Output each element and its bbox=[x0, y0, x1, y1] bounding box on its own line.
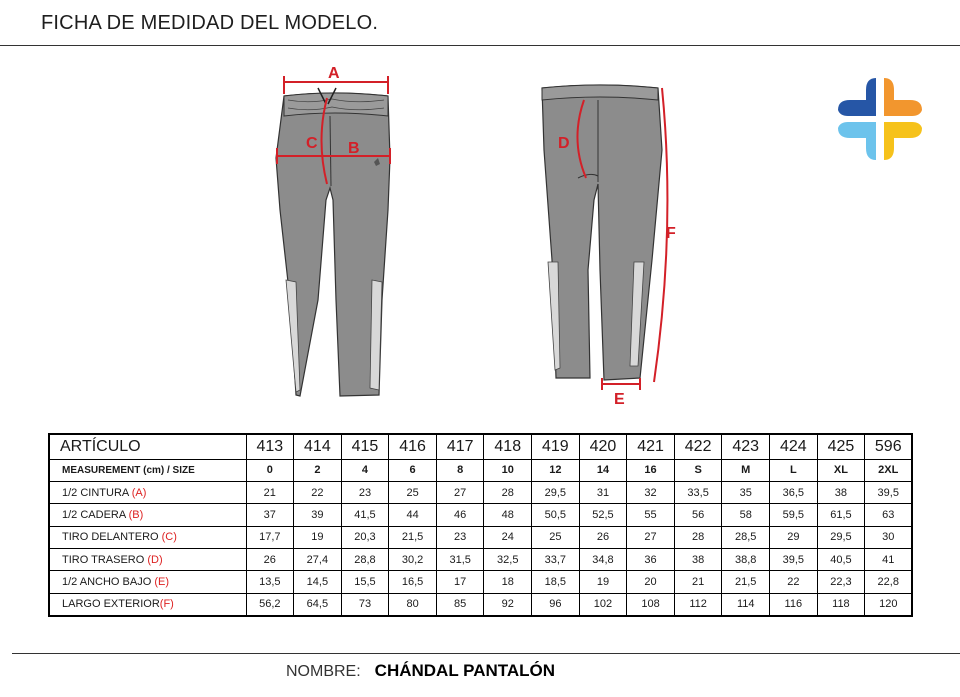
value-cell: 22,8 bbox=[865, 571, 913, 593]
value-cell: 21 bbox=[246, 481, 294, 503]
value-cell: 26 bbox=[579, 526, 627, 548]
size-cell: 6 bbox=[389, 459, 437, 481]
label-a: A bbox=[328, 65, 340, 82]
article-row bbox=[49, 434, 912, 459]
row-label bbox=[49, 593, 246, 616]
row-label-text: 1/2 CADERA bbox=[62, 508, 129, 521]
label-b: B bbox=[348, 140, 360, 157]
value-cell: 28 bbox=[674, 526, 722, 548]
row-code: (E) bbox=[154, 575, 169, 588]
size-cell: M bbox=[722, 459, 770, 481]
value-cell: 112 bbox=[674, 593, 722, 616]
size-cell: 0 bbox=[246, 459, 294, 481]
article-cell: 424 bbox=[770, 434, 818, 459]
footer-divider bbox=[12, 653, 960, 654]
value-cell: 55 bbox=[627, 504, 675, 526]
table-row bbox=[49, 593, 912, 616]
value-cell: 85 bbox=[436, 593, 484, 616]
size-cell: 2 bbox=[294, 459, 342, 481]
row-code: (C) bbox=[161, 531, 177, 544]
value-cell: 35 bbox=[722, 481, 770, 503]
label-e: E bbox=[614, 391, 625, 408]
label-c: C bbox=[306, 135, 318, 152]
value-cell: 61,5 bbox=[817, 504, 865, 526]
article-cell: 421 bbox=[627, 434, 675, 459]
value-cell: 25 bbox=[389, 481, 437, 503]
row-code: (D) bbox=[147, 553, 163, 566]
front-pants-drawing bbox=[276, 88, 390, 396]
value-cell: 73 bbox=[341, 593, 389, 616]
row-label bbox=[49, 548, 246, 570]
value-cell: 58 bbox=[722, 504, 770, 526]
value-cell: 19 bbox=[579, 571, 627, 593]
article-cell: 413 bbox=[246, 434, 294, 459]
value-cell: 56,2 bbox=[246, 593, 294, 616]
row-label-text: 1/2 CINTURA bbox=[62, 486, 132, 499]
size-chart-table bbox=[48, 433, 913, 617]
size-cell: 14 bbox=[579, 459, 627, 481]
value-cell: 31 bbox=[579, 481, 627, 503]
size-cell: 10 bbox=[484, 459, 532, 481]
value-cell: 24 bbox=[484, 526, 532, 548]
value-cell: 33,7 bbox=[532, 548, 580, 570]
value-cell: 30,2 bbox=[389, 548, 437, 570]
value-cell: 38,8 bbox=[722, 548, 770, 570]
table-row bbox=[49, 504, 912, 526]
article-cell: 596 bbox=[865, 434, 913, 459]
value-cell: 92 bbox=[484, 593, 532, 616]
value-cell: 25 bbox=[532, 526, 580, 548]
value-cell: 28,5 bbox=[722, 526, 770, 548]
value-cell: 116 bbox=[770, 593, 818, 616]
value-cell: 21,5 bbox=[722, 571, 770, 593]
article-cell: 415 bbox=[341, 434, 389, 459]
value-cell: 36 bbox=[627, 548, 675, 570]
value-cell: 18,5 bbox=[532, 571, 580, 593]
label-d: D bbox=[558, 135, 570, 152]
table-row bbox=[49, 571, 912, 593]
size-cell: 8 bbox=[436, 459, 484, 481]
value-cell: 27 bbox=[627, 526, 675, 548]
value-cell: 29,5 bbox=[532, 481, 580, 503]
value-cell: 28 bbox=[484, 481, 532, 503]
name-label: NOMBRE: bbox=[286, 663, 361, 680]
size-cell: L bbox=[770, 459, 818, 481]
value-cell: 21 bbox=[674, 571, 722, 593]
value-cell: 27 bbox=[436, 481, 484, 503]
size-cell: 4 bbox=[341, 459, 389, 481]
row-label-text: LARGO EXTERIOR bbox=[62, 598, 160, 611]
value-cell: 22 bbox=[770, 571, 818, 593]
value-cell: 44 bbox=[389, 504, 437, 526]
table-row bbox=[49, 481, 912, 503]
size-row bbox=[49, 459, 912, 481]
value-cell: 56 bbox=[674, 504, 722, 526]
value-cell: 46 bbox=[436, 504, 484, 526]
size-cell: XL bbox=[817, 459, 865, 481]
article-cell: 418 bbox=[484, 434, 532, 459]
value-cell: 34,8 bbox=[579, 548, 627, 570]
article-cell: 420 bbox=[579, 434, 627, 459]
value-cell: 23 bbox=[436, 526, 484, 548]
value-cell: 18 bbox=[484, 571, 532, 593]
value-cell: 17 bbox=[436, 571, 484, 593]
measurement-rows bbox=[49, 481, 912, 616]
value-cell: 63 bbox=[865, 504, 913, 526]
article-cell: 414 bbox=[294, 434, 342, 459]
row-label bbox=[49, 504, 246, 526]
article-cell: 423 bbox=[722, 434, 770, 459]
value-cell: 31,5 bbox=[436, 548, 484, 570]
article-cell: 416 bbox=[389, 434, 437, 459]
table-row bbox=[49, 548, 912, 570]
row-label bbox=[49, 481, 246, 503]
size-cell: S bbox=[674, 459, 722, 481]
value-cell: 32 bbox=[627, 481, 675, 503]
row-code: (F) bbox=[159, 598, 174, 611]
value-cell: 39 bbox=[294, 504, 342, 526]
label-f: F bbox=[666, 225, 676, 242]
value-cell: 96 bbox=[532, 593, 580, 616]
row-label-text: TIRO DELANTERO bbox=[62, 531, 162, 544]
value-cell: 64,5 bbox=[294, 593, 342, 616]
row-label bbox=[49, 571, 246, 593]
value-cell: 108 bbox=[627, 593, 675, 616]
row-label bbox=[49, 526, 246, 548]
value-cell: 29,5 bbox=[817, 526, 865, 548]
value-cell: 26 bbox=[246, 548, 294, 570]
value-cell: 28,8 bbox=[341, 548, 389, 570]
back-pants-drawing bbox=[542, 85, 662, 380]
value-cell: 37 bbox=[246, 504, 294, 526]
value-cell: 20 bbox=[627, 571, 675, 593]
value-cell: 20,3 bbox=[341, 526, 389, 548]
value-cell: 102 bbox=[579, 593, 627, 616]
value-cell: 120 bbox=[865, 593, 913, 616]
value-cell: 118 bbox=[817, 593, 865, 616]
row-label-text: TIRO TRASERO bbox=[62, 553, 148, 566]
value-cell: 41,5 bbox=[341, 504, 389, 526]
value-cell: 39,5 bbox=[865, 481, 913, 503]
value-cell: 21,5 bbox=[389, 526, 437, 548]
table-row bbox=[49, 526, 912, 548]
value-cell: 22 bbox=[294, 481, 342, 503]
value-cell: 80 bbox=[389, 593, 437, 616]
size-cell: 2XL bbox=[865, 459, 913, 481]
value-cell: 38 bbox=[817, 481, 865, 503]
value-cell: 23 bbox=[341, 481, 389, 503]
page-title: FICHA DE MEDIDAD DEL MODELO. bbox=[41, 12, 379, 34]
value-cell: 40,5 bbox=[817, 548, 865, 570]
product-name: CHÁNDAL PANTALÓN bbox=[374, 661, 556, 680]
value-cell: 22,3 bbox=[817, 571, 865, 593]
article-cell: 425 bbox=[817, 434, 865, 459]
product-name-line bbox=[286, 661, 555, 681]
value-cell: 14,5 bbox=[294, 571, 342, 593]
value-cell: 36,5 bbox=[770, 481, 818, 503]
value-cell: 29 bbox=[770, 526, 818, 548]
value-cell: 19 bbox=[294, 526, 342, 548]
row-label-text: 1/2 ANCHO BAJO bbox=[62, 575, 155, 588]
value-cell: 59,5 bbox=[770, 504, 818, 526]
value-cell: 41 bbox=[865, 548, 913, 570]
article-cell: 422 bbox=[674, 434, 722, 459]
value-cell: 50,5 bbox=[532, 504, 580, 526]
measurement-header: MEASUREMENT (cm) / SIZE bbox=[49, 459, 246, 481]
row-code: (A) bbox=[131, 486, 147, 499]
row-code: (B) bbox=[128, 508, 144, 521]
value-cell: 114 bbox=[722, 593, 770, 616]
size-cell: 16 bbox=[627, 459, 675, 481]
value-cell: 15,5 bbox=[341, 571, 389, 593]
value-cell: 48 bbox=[484, 504, 532, 526]
article-header: ARTÍCULO bbox=[49, 434, 246, 459]
value-cell: 33,5 bbox=[674, 481, 722, 503]
value-cell: 16,5 bbox=[389, 571, 437, 593]
value-cell: 27,4 bbox=[294, 548, 342, 570]
size-cell: 12 bbox=[532, 459, 580, 481]
value-cell: 52,5 bbox=[579, 504, 627, 526]
article-cell: 417 bbox=[436, 434, 484, 459]
value-cell: 30 bbox=[865, 526, 913, 548]
brand-logo bbox=[838, 78, 922, 160]
value-cell: 32,5 bbox=[484, 548, 532, 570]
value-cell: 38 bbox=[674, 548, 722, 570]
value-cell: 39,5 bbox=[770, 548, 818, 570]
value-cell: 13,5 bbox=[246, 571, 294, 593]
article-cell: 419 bbox=[532, 434, 580, 459]
value-cell: 17,7 bbox=[246, 526, 294, 548]
